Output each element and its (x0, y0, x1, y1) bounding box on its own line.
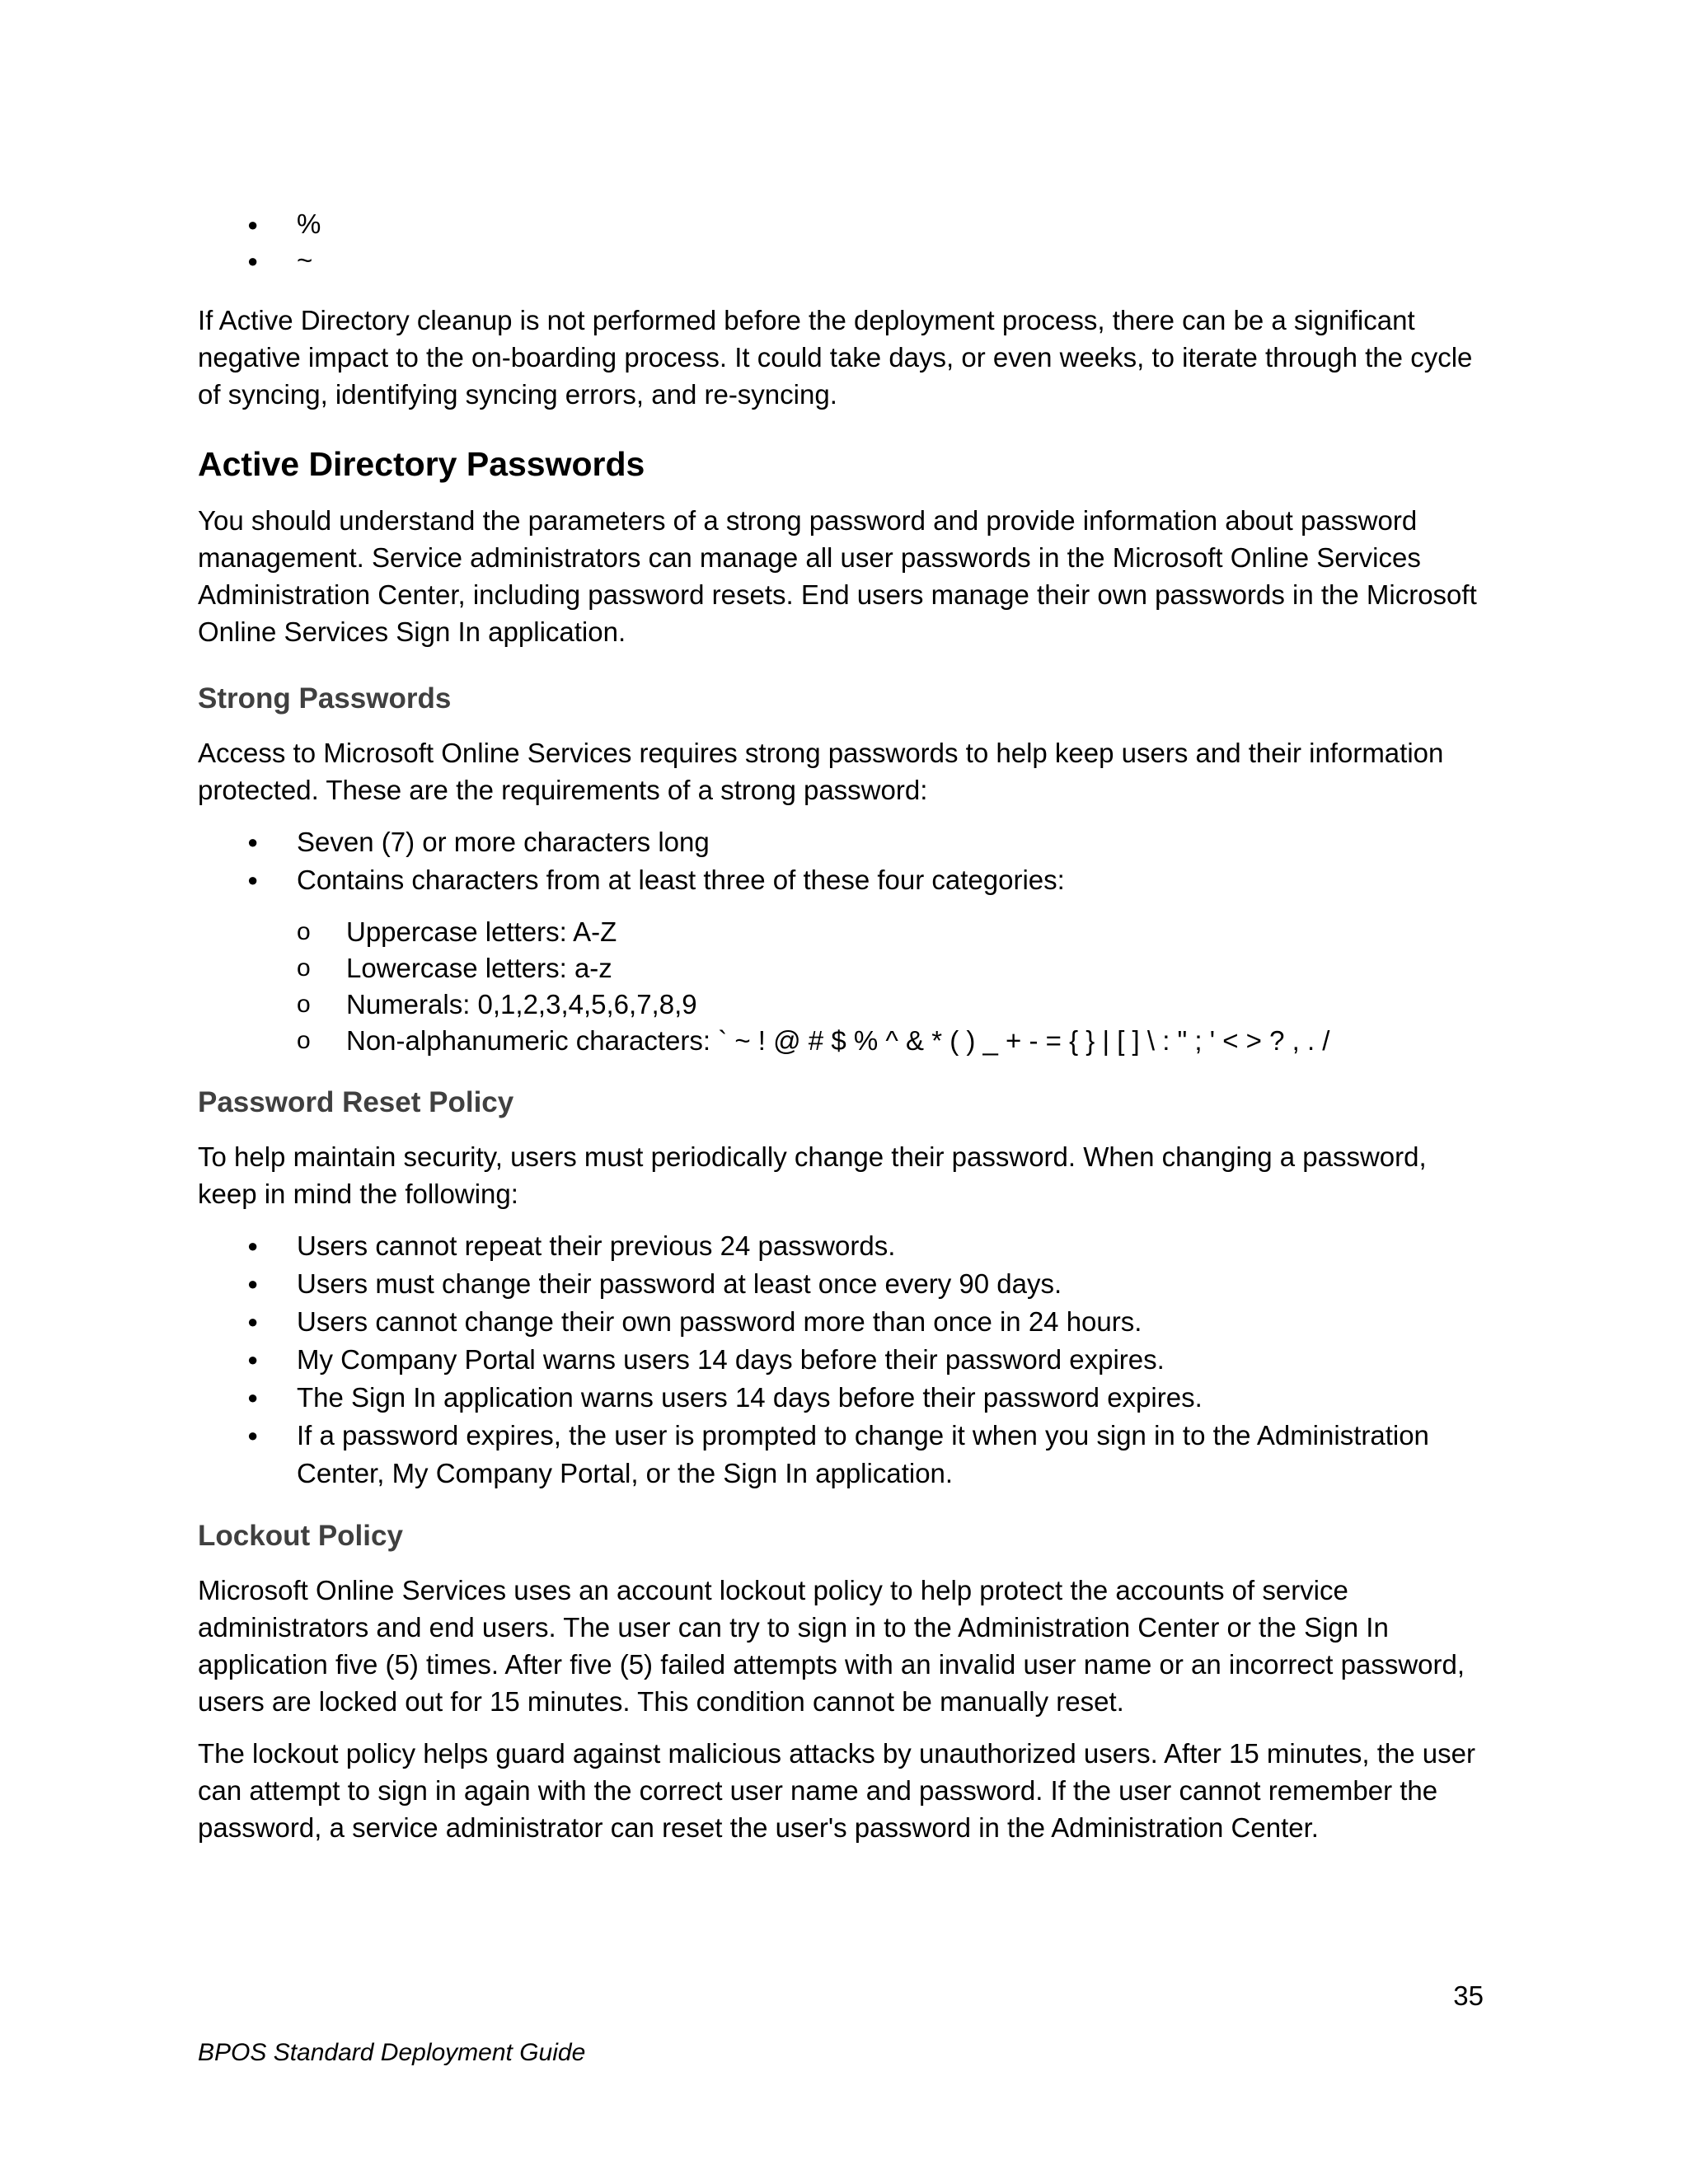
subheading-password-reset-policy: Password Reset Policy (198, 1086, 514, 1118)
list-item: o Uppercase letters: A-Z (198, 914, 1484, 950)
list-item: ● Users cannot repeat their previous 24 passwords. (198, 1227, 1484, 1265)
page-content (198, 206, 1484, 1846)
password-reset-paragraph: To help maintain security, users must periodically change their password. When changing a password, keep in mind the following: (198, 1141, 1427, 1209)
list-item: ● Seven (7) or more characters long (198, 823, 1484, 861)
character-categories-list (198, 914, 1484, 1059)
list-item: o Numerals: 0,1,2,3,4,5,6,7,8,9 (198, 987, 1484, 1023)
list-item: ● The Sign In application warns users 14 days before their password expires. (198, 1379, 1484, 1417)
list-item: ● Users cannot change their own password more than once in 24 hours. (198, 1303, 1484, 1341)
subheading-strong-passwords: Strong Passwords (198, 682, 452, 715)
ad-passwords-paragraph: You should understand the parameters of a strong password and provide information about password management. Service administrators can manage all user passwords in the Microsoft Online Services Administration Center, including password resets. End users manage their own passwords in the Microsoft Online Services Sign In application. (198, 505, 1477, 647)
lockout-paragraph-1: Microsoft Online Services uses an account lockout policy to help protect the accounts of service administrators and end users. The user can try to sign in to the Administration Center or the Sign In application five (5) times. After five (5) failed attempts with an invalid user name or an incorrect password, users are locked out for 15 minutes. This condition cannot be manually reset. (198, 1575, 1465, 1717)
list-item: o Non-alphanumeric characters: ` ~ ! @ # $ % ^ & * ( ) _ + - = { } | [ ] \ : " ; ' < > ? , . / (198, 1023, 1484, 1059)
intro-paragraph: If Active Directory cleanup is not performed before the deployment process, there can be a significant negative impact to the on-boarding process. It could take days, or even weeks, to iterate through the cycle of syncing, identifying syncing errors, and re-syncing. (198, 305, 1473, 410)
strong-passwords-paragraph: Access to Microsoft Online Services requires strong passwords to help keep users and their information protected. These are the requirements of a strong password: (198, 738, 1444, 805)
list-item: o Lowercase letters: a-z (198, 950, 1484, 987)
lockout-paragraph-2: The lockout policy helps guard against malicious attacks by unauthorized users. After 15 minutes, the user can attempt to sign in again with the correct user name and password. If the user cannot remember the password, a service administrator can reset the user's password in the Administration Center. (198, 1738, 1476, 1843)
list-item: ● My Company Portal warns users 14 days before their password expires. (198, 1341, 1484, 1379)
footer-title: BPOS Standard Deployment Guide (198, 2039, 586, 2066)
list-item: ● If a password expires, the user is prompted to change it when you sign in to the Administration Center, My Company Portal, or the Sign In application. (198, 1417, 1484, 1493)
subheading-lockout-policy: Lockout Policy (198, 1520, 403, 1552)
page-number: 35 (1453, 1980, 1484, 2011)
list-item: ● ~ (198, 242, 1484, 279)
list-item: ● Contains characters from at least three of these four categories: (198, 861, 1484, 899)
strong-password-requirements-list (198, 823, 1484, 899)
list-item: ● Users must change their password at least once every 90 days. (198, 1265, 1484, 1303)
list-item: ● % (198, 206, 1484, 242)
password-reset-rules-list (198, 1227, 1484, 1493)
section-heading-active-directory-passwords: Active Directory Passwords (198, 445, 645, 483)
symbol-bullet-list (198, 206, 1484, 279)
